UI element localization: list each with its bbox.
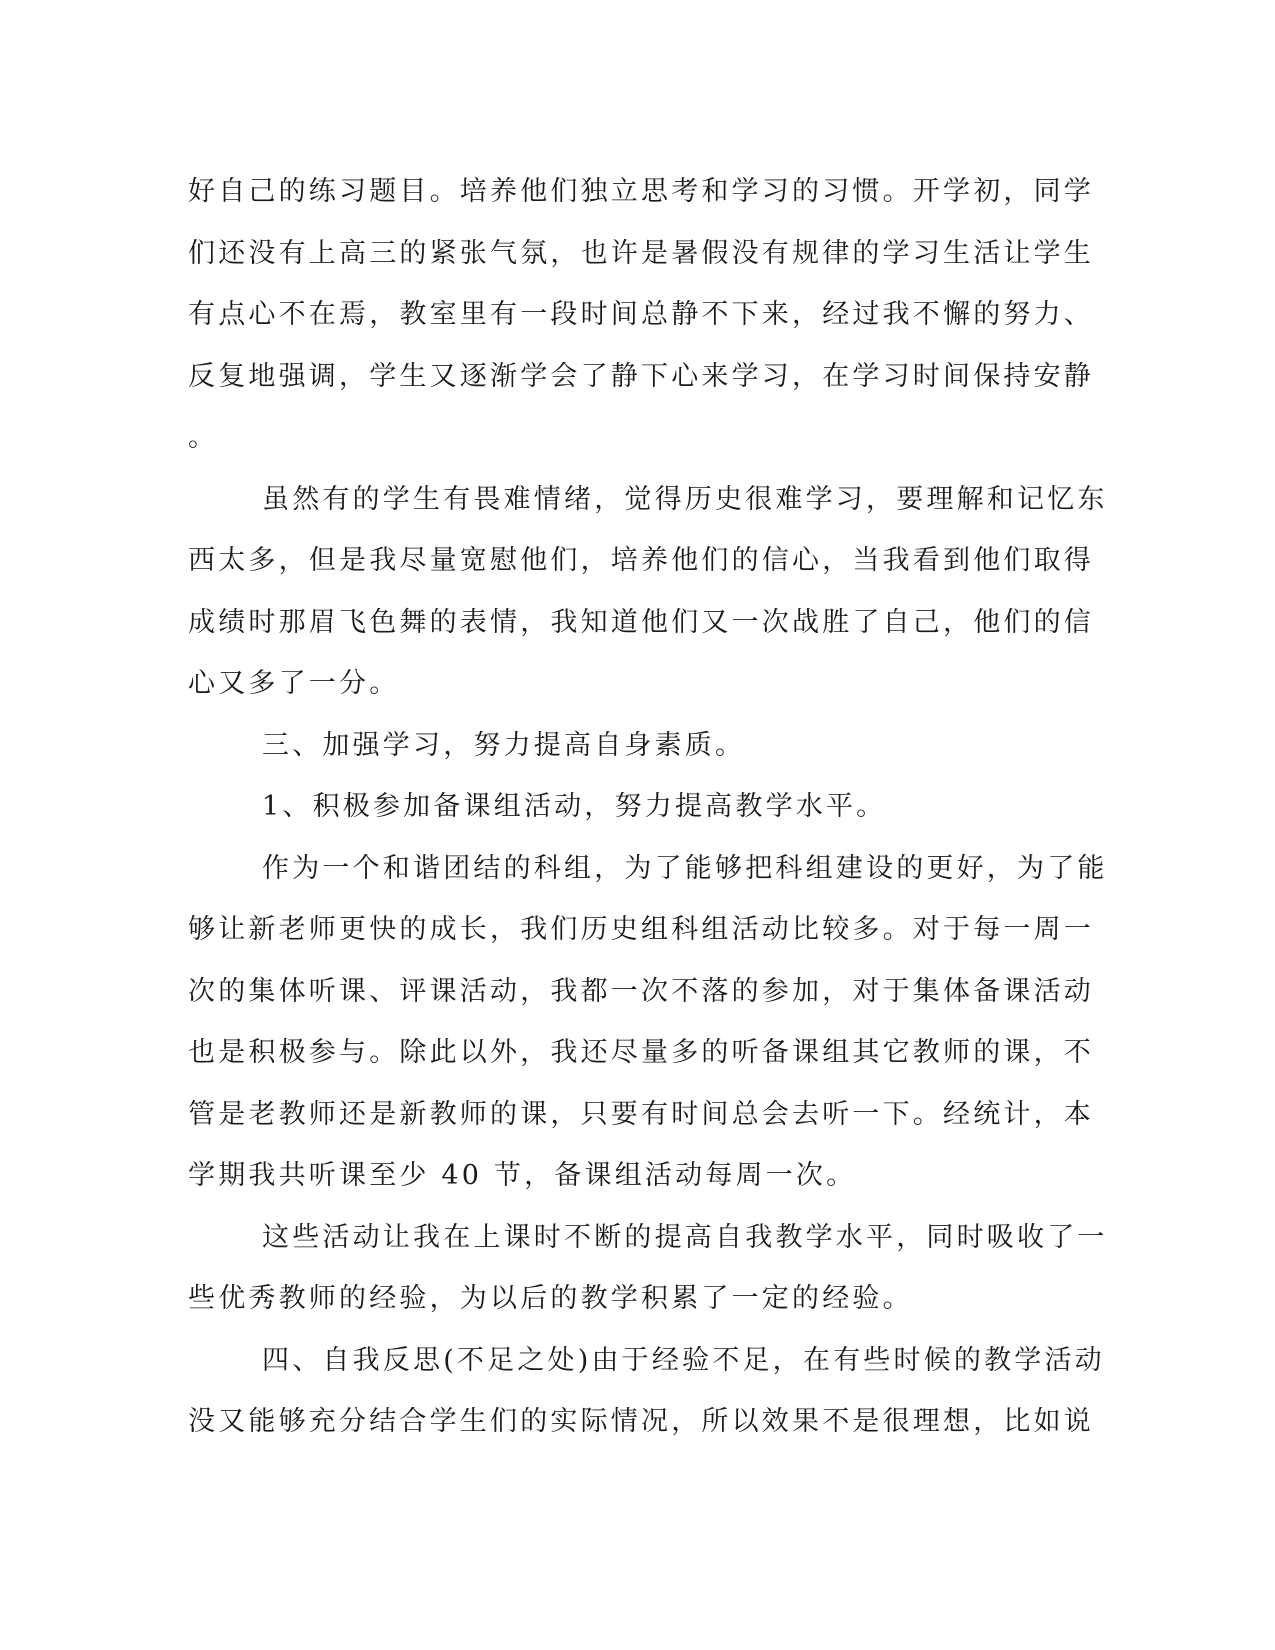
text-line: 没又能够充分结合学生们的实际情况，所以效果不是很理想，比如说: [188, 1406, 1094, 1437]
paragraph-first-line: 四、自我反思(不足之处)由于经验不足，在有些时候的教学活动: [262, 1344, 1105, 1376]
text-line: 有点心不在焉，教室里有一段时间总静不下来，经过我不懈的努力、: [188, 299, 1094, 330]
paragraph-first-line: 1、积极参加备课组活动，努力提高教学水平。: [262, 791, 887, 822]
text-line: 们还没有上高三的紧张气氛，也许是暑假没有规律的学习生活让学生: [188, 237, 1094, 269]
text-line: 心又多了一分。: [188, 668, 400, 699]
text-line: 学期我共听课至少 40 节，备课组活动每周一次。: [188, 1160, 857, 1191]
text-line: 。: [188, 422, 219, 453]
text-line: 反复地强调，学生又逐渐学会了静下心来学习，在学习时间保持安静: [188, 360, 1094, 392]
paragraph-first-line: 这些活动让我在上课时不断的提高自我教学水平，同时吸收了一: [262, 1221, 1108, 1253]
text-line: 也是积极参与。除此以外，我还尽量多的听备课组其它教师的课，不: [188, 1037, 1094, 1068]
text-line: 西太多，但是我尽量宽慰他们，培养他们的信心，当我看到他们取得: [188, 545, 1094, 576]
paragraph-first-line: 虽然有的学生有畏难情绪，觉得历史很难学习，要理解和记忆东: [262, 483, 1108, 515]
text-line: 些优秀教师的经验，为以后的教学积累了一定的经验。: [188, 1283, 913, 1314]
document-body: [188, 161, 1108, 1453]
text-line: 好自己的练习题目。培养他们独立思考和学习的习惯。开学初，同学: [188, 176, 1094, 207]
paragraph-first-line: 作为一个和谐团结的科组，为了能够把科组建设的更好，为了能: [262, 852, 1108, 884]
text-line: 管是老教师还是新教师的课，只要有时间总会去听一下。经统计，本: [188, 1098, 1094, 1130]
text-line: 次的集体听课、评课活动，我都一次不落的参加，对于集体备课活动: [188, 975, 1094, 1007]
paragraph-first-line: 三、加强学习，努力提高自身素质。: [262, 729, 746, 761]
text-line: 够让新老师更快的成长，我们历史组科组活动比较多。对于每一周一: [188, 914, 1094, 945]
text-line: 成绩时那眉飞色舞的表情，我知道他们又一次战胜了自己，他们的信: [188, 606, 1094, 638]
